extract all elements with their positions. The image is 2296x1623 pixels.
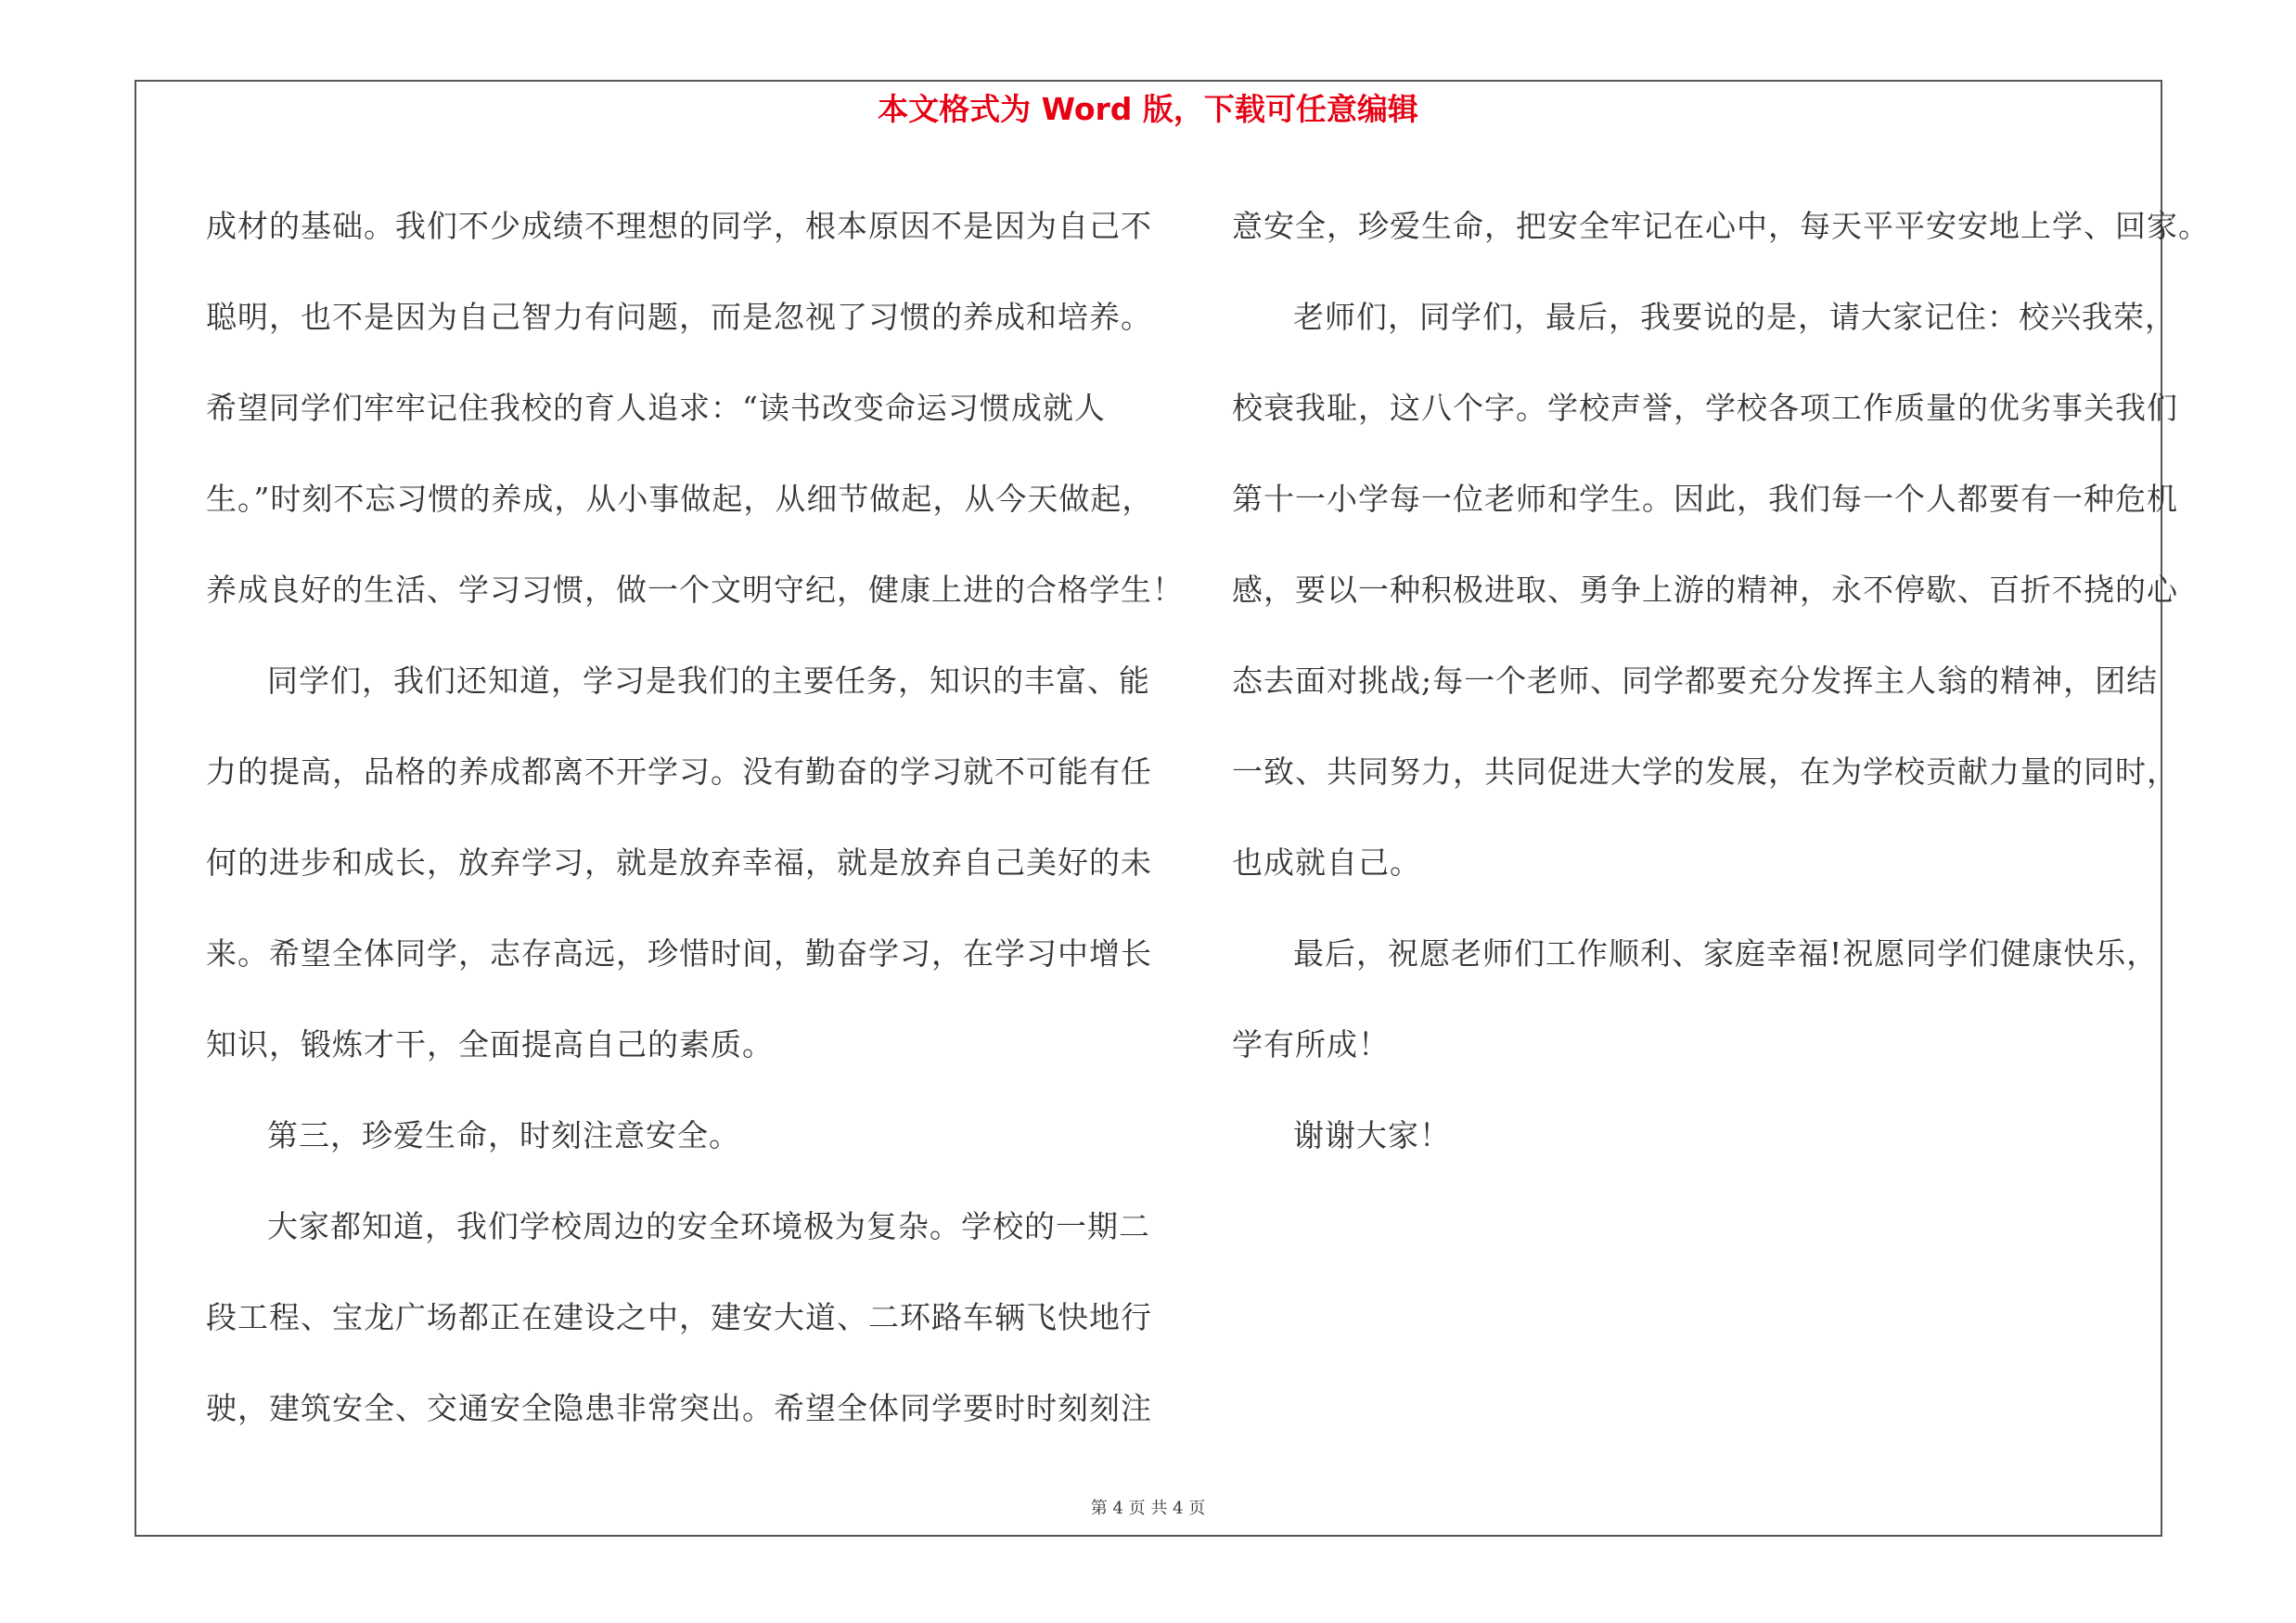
text-line: 感，要以一种积极进取、勇争上游的精神，永不停歇、百折不挠的心 xyxy=(1232,572,2178,608)
text-line: 一致、共同努力，共同促进大学的发展，在为学校贡献力量的同时， xyxy=(1232,754,2178,790)
text-line: 第十一小学每一位老师和学生。因此，我们每一个人都要有一种危机 xyxy=(1232,481,2178,517)
closing-line: 谢谢大家！ xyxy=(1293,1117,1451,1153)
text-line: 态去面对挑战;每一个老师、同学都要充分发挥主人翁的精神，团结 xyxy=(1232,663,2159,699)
text-line: 段工程、宝龙广场都正在建设之中，建安大道、二环路车辆飞快地行 xyxy=(206,1299,1152,1335)
text-line: 力的提高，品格的养成都离不开学习。没有勤奋的学习就不可能有任 xyxy=(206,754,1152,790)
text-line: 知识，锻炼才干，全面提高自己的素质。 xyxy=(206,1026,774,1063)
text-line: 成材的基础。我们不少成绩不理想的同学，根本原因不是因为自己不 xyxy=(206,208,1152,244)
page-number: 第 4 页 共 4 页 xyxy=(1090,1499,1206,1518)
text-line: 最后，祝愿老师们工作顺利、家庭幸福!祝愿同学们健康快乐， xyxy=(1293,935,2159,972)
text-line: 意安全，珍爱生命，把安全牢记在心中，每天平平安安地上学、回家。 xyxy=(1232,208,2210,244)
format-banner: 本文格式为 Word 版，下载可任意编辑 xyxy=(878,91,1418,127)
text-line: 养成良好的生活、学习习惯，做一个文明守纪，健康上进的合格学生！ xyxy=(206,572,1184,608)
text-line: 校衰我耻，这八个字。学校声誉，学校各项工作质量的优劣事关我们 xyxy=(1232,390,2178,426)
text-line: 老师们，同学们，最后，我要说的是，请大家记住：校兴我荣， xyxy=(1293,299,2176,335)
section-heading: 第三，珍爱生命，时刻注意安全。 xyxy=(267,1117,740,1153)
right-column xyxy=(1232,181,2210,1181)
text-line: 来。希望全体同学，志存高远，珍惜时间，勤奋学习，在学习中增长 xyxy=(206,935,1152,972)
text-line: 希望同学们牢牢记住我校的育人追求：“读书改变命运习惯成就人 xyxy=(206,390,1106,426)
text-line: 大家都知道，我们学校周边的安全环境极为复杂。学校的一期二 xyxy=(267,1208,1150,1244)
text-line: 也成就自己。 xyxy=(1232,844,1421,881)
text-line: 驶，建筑安全、交通安全隐患非常突出。希望全体同学要时时刻刻注 xyxy=(206,1390,1152,1426)
text-line: 学有所成！ xyxy=(1232,1026,1390,1063)
text-line: 生。”时刻不忘习惯的养成，从小事做起，从细节做起，从今天做起， xyxy=(206,481,1154,517)
text-line: 同学们，我们还知道，学习是我们的主要任务，知识的丰富、能 xyxy=(267,663,1150,699)
text-line: 聪明，也不是因为自己智力有问题，而是忽视了习惯的养成和培养。 xyxy=(206,299,1152,335)
left-column xyxy=(206,181,1184,1454)
text-line: 何的进步和成长，放弃学习，就是放弃幸福，就是放弃自己美好的未 xyxy=(206,844,1152,881)
